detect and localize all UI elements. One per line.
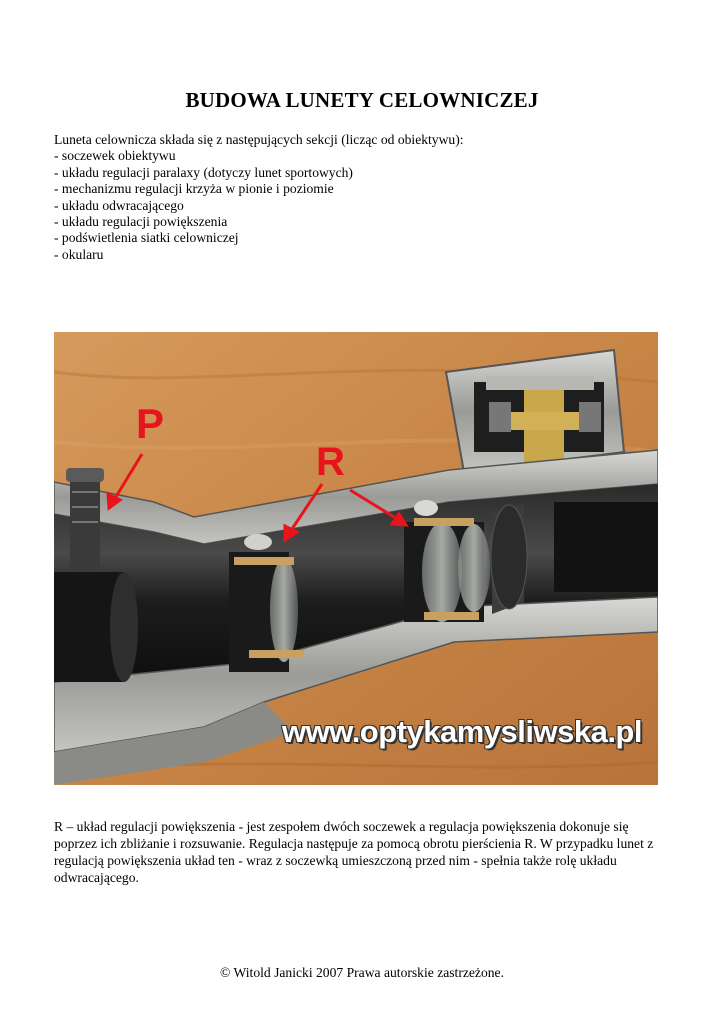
list-item: - okularu (54, 246, 104, 262)
label-r: R (316, 440, 345, 484)
list-item: - podświetlenia siatki celowniczej (54, 230, 239, 246)
sections-list (54, 148, 674, 263)
list-item: - układu regulacji powiększenia (54, 214, 228, 230)
scope-cutaway-photo (54, 332, 658, 785)
intro-block (54, 132, 674, 263)
watermark: www.optykamysliwska.pl (282, 714, 642, 749)
intro-text: Luneta celownicza składa się z następujących sekcji (licząc od obiektywu): (54, 132, 464, 147)
list-item: - mechanizmu regulacji krzyża w pionie i poziomie (54, 181, 334, 197)
list-item: - układu regulacji paralaxy (dotyczy lunet sportowych) (54, 164, 353, 180)
copyright-footer: © Witold Janicki 2007 Prawa autorskie zastrzeżone. (220, 965, 504, 980)
label-p: P (136, 400, 165, 447)
page-title: BUDOWA LUNETY CELOWNICZEJ (185, 88, 539, 112)
list-item: - układu odwracającego (54, 197, 184, 213)
description-paragraph: R – układ regulacji powiększenia - jest zespołem dwóch soczewek a regulacja powiększenia dokonuje się poprzez ich zbliżanie i rozsuwanie. Regulacja następuje za pomocą obrotu pierścienia R. W przypadku lunet z regulacją powiększenia układ ten - wraz z soczewką umieszczoną przed nim - spełnia także rolę układu odwracającego. (54, 819, 654, 885)
list-item: - soczewek obiektywu (54, 148, 176, 164)
